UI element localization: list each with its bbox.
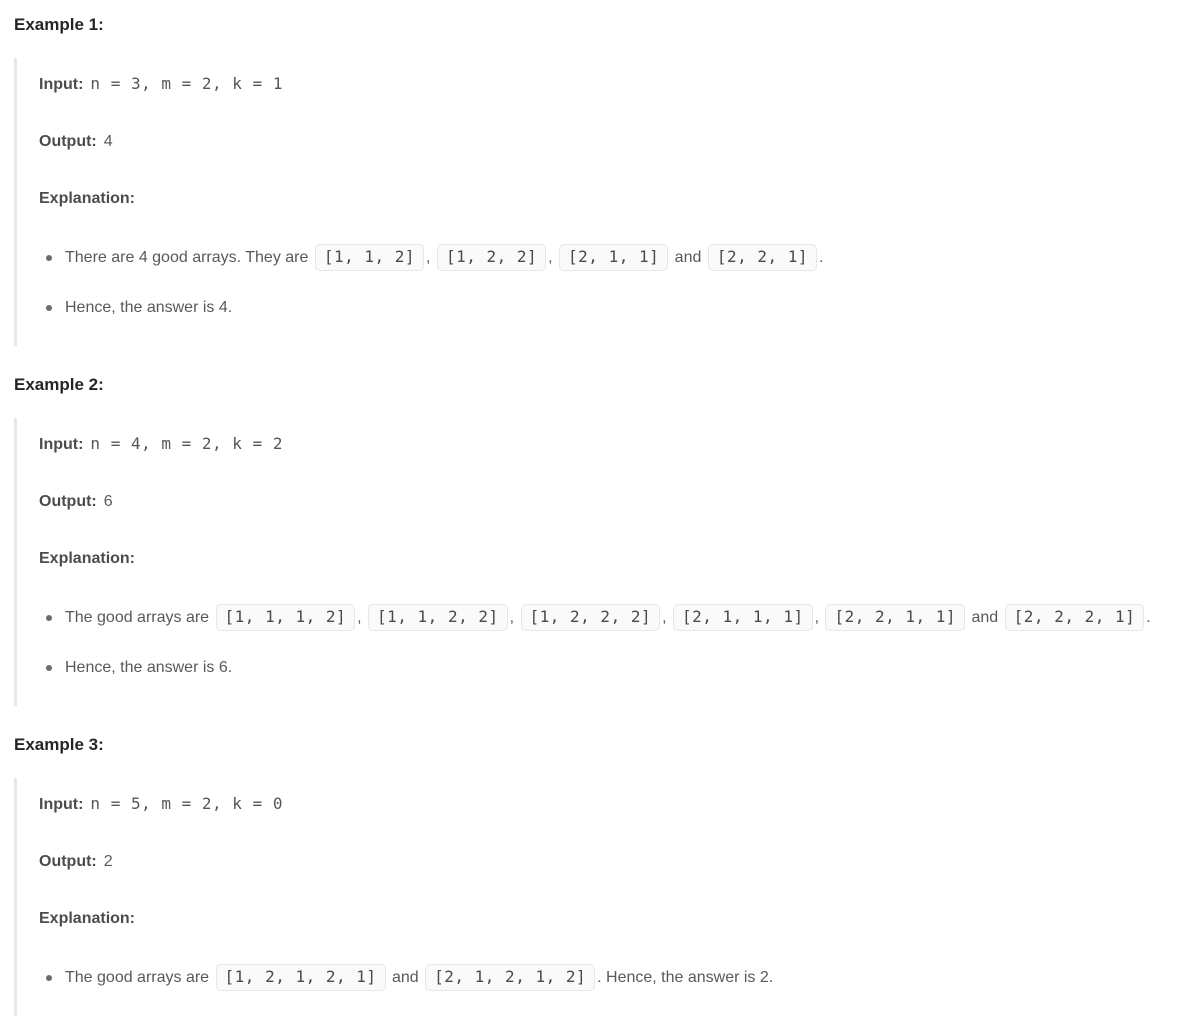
text-segment: There are 4 good arrays. They are (65, 249, 313, 266)
bullet-item (45, 964, 1184, 992)
bullet-item (45, 604, 1184, 632)
text-segment: Hence, the answer is 6. (65, 659, 233, 676)
text-segment: and (670, 249, 706, 266)
output-label: Output: (39, 133, 97, 150)
text-segment: Hence, the answer is 4. (65, 299, 233, 316)
example-section-1 (14, 12, 1184, 346)
input-label: Input: (39, 796, 84, 813)
code-chip: [2, 2, 1, 1] (825, 604, 965, 631)
code-chip: [2, 2, 2, 1] (1005, 604, 1145, 631)
explanation-row (39, 187, 1184, 211)
text-segment: The good arrays are (65, 609, 214, 626)
text-segment: , (357, 609, 367, 626)
input-value: n = 3, m = 2, k = 1 (90, 74, 283, 93)
example-title: Example 2: (14, 375, 104, 394)
text-segment: The good arrays are (65, 969, 214, 986)
code-chip: [2, 2, 1] (708, 244, 817, 271)
explanation-label: Explanation: (39, 910, 136, 927)
example-section-2 (14, 372, 1184, 706)
explanation-label: Explanation: (39, 550, 136, 567)
example-title: Example 3: (14, 735, 104, 754)
output-value: 4 (103, 133, 113, 150)
output-row (39, 490, 1184, 514)
bullet-item (45, 244, 1184, 272)
code-chip: [1, 2, 1, 2, 1] (216, 964, 386, 991)
text-segment: , (548, 249, 558, 266)
explanation-list (39, 964, 1184, 992)
example-quote (14, 58, 1184, 346)
code-chip: [1, 1, 2, 2] (368, 604, 508, 631)
code-chip: [1, 1, 1, 2] (216, 604, 356, 631)
text-segment: . Hence, the answer is 2. (597, 969, 774, 986)
bullet-item (45, 654, 1184, 682)
input-value: n = 4, m = 2, k = 2 (90, 434, 283, 453)
explanation-label: Explanation: (39, 190, 136, 207)
text-segment: , (509, 609, 519, 626)
example-quote (14, 418, 1184, 706)
text-segment: , (662, 609, 671, 626)
explanation-list (39, 604, 1184, 682)
input-label: Input: (39, 436, 84, 453)
code-chip: [1, 1, 2] (315, 244, 424, 271)
bullet-item (45, 294, 1184, 322)
text-segment: and (967, 609, 1003, 626)
output-row (39, 850, 1184, 874)
text-segment: , (814, 609, 824, 626)
explanation-row (39, 547, 1184, 571)
input-label: Input: (39, 76, 84, 93)
output-label: Output: (39, 493, 97, 510)
code-chip: [1, 2, 2] (437, 244, 546, 271)
input-row (39, 72, 1184, 97)
explanation-row (39, 907, 1184, 931)
code-chip: [2, 1, 2, 1, 2] (425, 964, 595, 991)
text-segment: . (1146, 609, 1151, 626)
example-title: Example 1: (14, 15, 104, 34)
code-chip: [2, 1, 1] (559, 244, 668, 271)
output-label: Output: (39, 853, 97, 870)
text-segment: and (387, 969, 424, 986)
text-segment: . (819, 249, 824, 266)
text-segment: , (426, 249, 435, 266)
code-chip: [2, 1, 1, 1] (673, 604, 813, 631)
input-row (39, 792, 1184, 817)
output-value: 6 (103, 493, 113, 510)
output-row (39, 130, 1184, 154)
input-row (39, 432, 1184, 457)
output-value: 2 (103, 853, 113, 870)
explanation-list (39, 244, 1184, 322)
code-chip: [1, 2, 2, 2] (521, 604, 661, 631)
input-value: n = 5, m = 2, k = 0 (90, 794, 283, 813)
example-section-3 (14, 732, 1184, 1016)
example-quote (14, 778, 1184, 1016)
